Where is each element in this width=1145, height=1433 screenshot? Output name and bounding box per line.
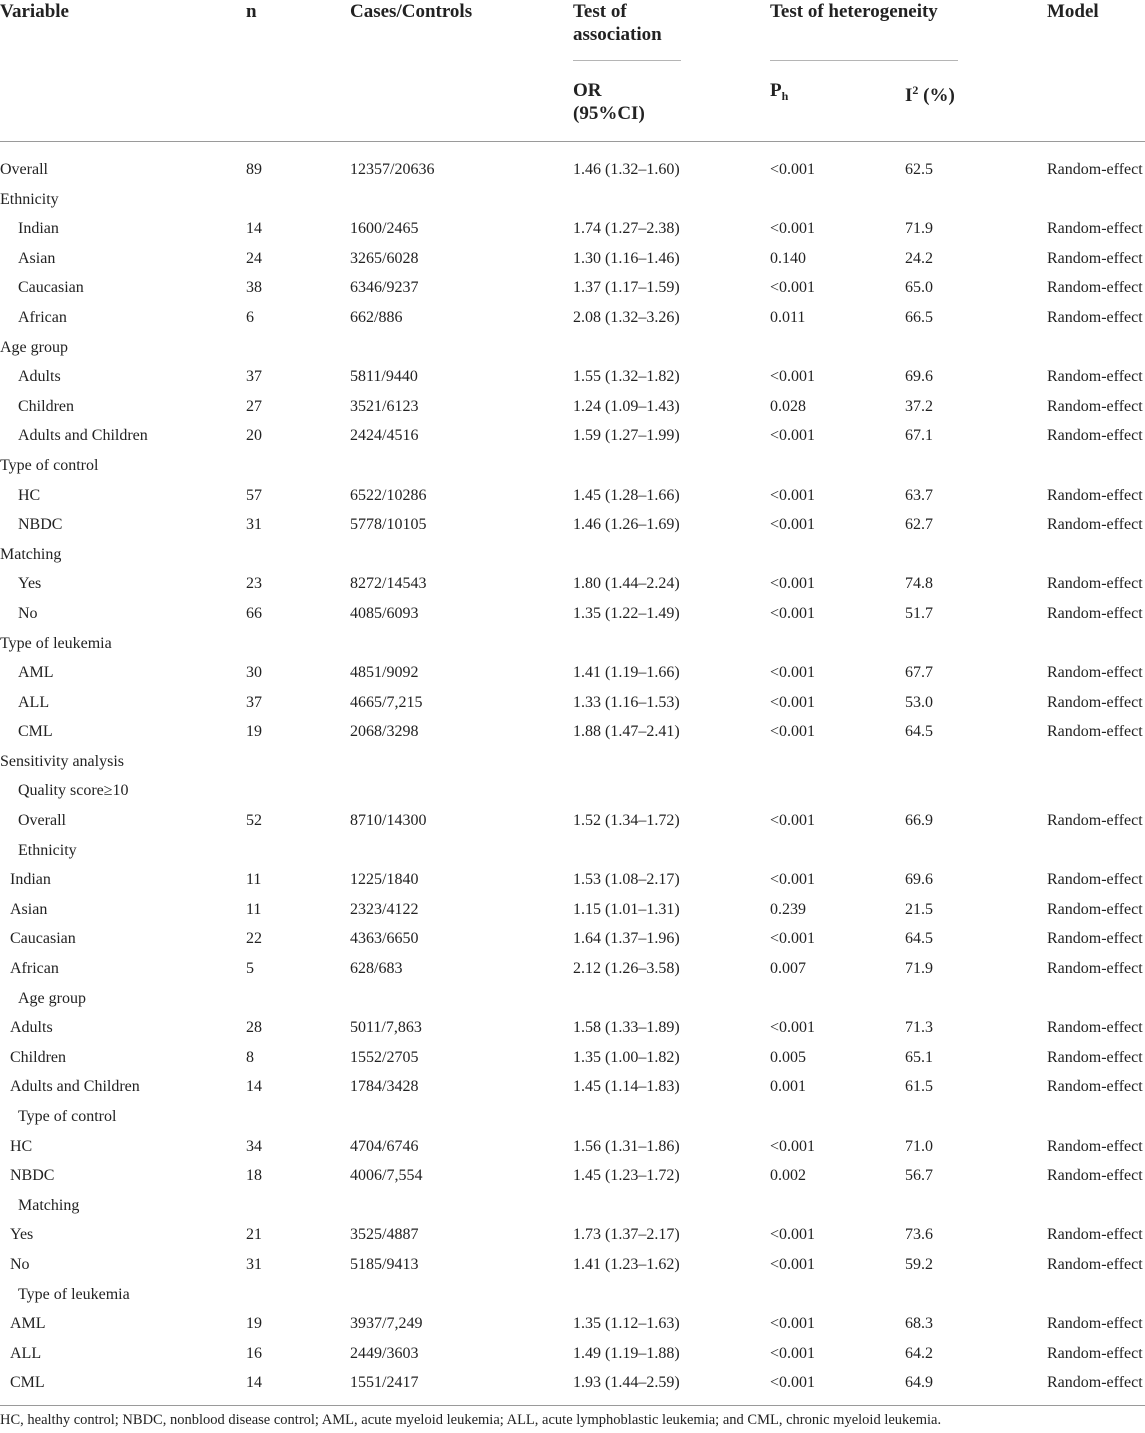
cell-variable: Children: [10, 1048, 66, 1066]
cell-cases-controls: 6522/10286: [350, 486, 427, 504]
table-body: [0, 155, 1145, 1398]
cell-or-95ci: 1.58 (1.33–1.89): [573, 1019, 680, 1037]
cell-i2: 74.8: [905, 575, 933, 593]
table-row: [0, 865, 1145, 895]
cell-or-95ci: 1.45 (1.23–1.72): [573, 1167, 680, 1185]
cell-n: 89: [246, 161, 262, 178]
cell-variable: Asian: [10, 900, 48, 918]
cell-ph: <0.001: [770, 1344, 816, 1362]
cell-n: 21: [246, 1226, 262, 1244]
cell-n: 38: [246, 279, 262, 297]
table-row: [0, 776, 1145, 806]
cell-cases-controls: 5011/7,863: [350, 1019, 422, 1037]
cell-i2: 67.7: [905, 664, 933, 682]
table-row: [0, 273, 1145, 303]
cell-cases-controls: 3265/6028: [350, 249, 419, 267]
cell-model: Random-effect: [1047, 900, 1143, 918]
cell-cases-controls: 8272/14543: [350, 575, 427, 593]
cell-model: Random-effect: [1047, 368, 1143, 386]
cell-i2: 66.5: [905, 308, 933, 326]
table-row: [0, 1043, 1145, 1073]
table-row: [0, 1309, 1145, 1339]
header-i2-sup: 2: [912, 83, 919, 97]
cell-model: Random-effect: [1047, 575, 1143, 593]
table-row: [0, 688, 1145, 718]
cell-or-95ci: 1.46 (1.32–1.60): [573, 161, 680, 178]
cell-cases-controls: 1784/3428: [350, 1078, 419, 1096]
cell-i2: 66.9: [905, 812, 933, 830]
header-bottom-rule: [0, 141, 1145, 142]
cell-n: 5: [246, 960, 254, 978]
cell-or-95ci: 1.52 (1.34–1.72): [573, 812, 680, 830]
cell-cases-controls: 3521/6123: [350, 397, 419, 415]
table-row: [0, 1220, 1145, 1250]
table-row: [0, 155, 1145, 185]
cell-variable: CML: [10, 1374, 45, 1392]
cell-n: 20: [246, 427, 262, 445]
cell-variable: Adults: [18, 368, 61, 386]
table-row: [0, 451, 1145, 481]
cell-variable: No: [10, 1255, 30, 1273]
cell-model: Random-effect: [1047, 604, 1143, 622]
cell-variable: Yes: [10, 1226, 34, 1244]
cell-n: 31: [246, 516, 262, 534]
cell-n: 30: [246, 664, 262, 682]
table-row: [0, 924, 1145, 954]
cell-cases-controls: 8710/14300: [350, 812, 427, 830]
cell-cases-controls: 5185/9413: [350, 1255, 419, 1273]
cell-or-95ci: 1.74 (1.27–2.38): [573, 220, 680, 238]
cell-i2: 69.6: [905, 368, 933, 386]
cell-model: Random-effect: [1047, 249, 1143, 267]
cell-model: Random-effect: [1047, 1315, 1143, 1333]
cell-n: 22: [246, 930, 262, 948]
cell-model: Random-effect: [1047, 397, 1143, 415]
cell-n: 24: [246, 249, 262, 267]
cell-model: Random-effect: [1047, 723, 1143, 741]
table-row: [0, 362, 1145, 392]
cell-model: Random-effect: [1047, 1226, 1143, 1244]
cell-variable: HC: [18, 486, 41, 504]
cell-cases-controls: 1225/1840: [350, 871, 419, 889]
cell-variable: ALL: [18, 693, 50, 711]
cell-ph: <0.001: [770, 930, 816, 948]
cell-cases-controls: 1551/2417: [350, 1374, 419, 1392]
cell-i2: 71.9: [905, 960, 933, 978]
cell-cases-controls: 4851/9092: [350, 664, 419, 682]
cell-variable: NBDC: [10, 1167, 55, 1185]
cell-or-95ci: 1.45 (1.28–1.66): [573, 486, 680, 504]
table-row: [0, 569, 1145, 599]
cell-i2: 51.7: [905, 604, 933, 622]
cell-i2: 24.2: [905, 249, 933, 267]
cell-i2: 21.5: [905, 900, 933, 918]
cell-model: Random-effect: [1047, 308, 1143, 326]
cell-variable: Type of leukemia: [18, 1285, 130, 1303]
cell-n: 34: [246, 1137, 262, 1155]
cell-n: 8: [246, 1048, 254, 1066]
cell-n: 18: [246, 1167, 262, 1185]
cell-variable: NBDC: [18, 516, 63, 534]
cell-ph: <0.001: [770, 693, 816, 711]
cell-variable: Matching: [0, 545, 62, 563]
cell-model: Random-effect: [1047, 1019, 1143, 1037]
cell-ph: <0.001: [770, 812, 816, 830]
cell-variable: Matching: [18, 1196, 80, 1214]
header-variable: Variable: [0, 1, 69, 22]
cell-cases-controls: 5778/10105: [350, 516, 427, 534]
cell-variable: AML: [10, 1315, 46, 1333]
cell-variable: Type of control: [18, 1108, 117, 1125]
cell-i2: 73.6: [905, 1226, 933, 1244]
cell-n: 11: [246, 871, 262, 889]
cell-ph: 0.028: [770, 397, 806, 415]
table-row: [0, 1072, 1145, 1102]
table-row: [0, 185, 1145, 215]
table-bottom-rule: [0, 1405, 1145, 1406]
table-row: [0, 747, 1145, 777]
table-row: [0, 1368, 1145, 1398]
table-row: [0, 1132, 1145, 1162]
header-ph: [770, 79, 788, 108]
cell-ph: 0.239: [770, 900, 806, 918]
cell-cases-controls: 662/886: [350, 308, 403, 326]
cell-cases-controls: 628/683: [350, 960, 403, 978]
cell-variable: Adults and Children: [18, 427, 148, 445]
cell-variable: Caucasian: [10, 930, 76, 948]
cell-variable: Quality score≥10: [18, 782, 129, 800]
cell-i2: 64.5: [905, 723, 933, 741]
cell-ph: <0.001: [770, 1255, 816, 1273]
table-row: [0, 481, 1145, 511]
cell-n: 23: [246, 575, 262, 593]
table-row: [0, 1250, 1145, 1280]
cell-model: Random-effect: [1047, 220, 1143, 238]
cell-model: Random-effect: [1047, 1048, 1143, 1066]
cell-variable: Age group: [18, 989, 86, 1007]
cell-i2: 56.7: [905, 1167, 933, 1185]
table-row: [0, 510, 1145, 540]
cell-or-95ci: 1.35 (1.22–1.49): [573, 604, 680, 622]
cell-i2: 71.0: [905, 1137, 933, 1155]
cell-or-95ci: 1.35 (1.12–1.63): [573, 1315, 680, 1333]
table-row: [0, 599, 1145, 629]
header-i2: [905, 79, 955, 107]
cell-variable: AML: [18, 664, 54, 682]
cell-ph: <0.001: [770, 1374, 816, 1392]
table-row: [0, 836, 1145, 866]
cell-variable: Caucasian: [18, 279, 84, 297]
cell-variable: No: [18, 604, 38, 622]
cell-cases-controls: 3525/4887: [350, 1226, 419, 1244]
cell-cases-controls: 2449/3603: [350, 1344, 419, 1362]
cell-ph: <0.001: [770, 161, 816, 178]
cell-n: 27: [246, 397, 262, 415]
cell-or-95ci: 1.56 (1.31–1.86): [573, 1137, 680, 1155]
cell-cases-controls: 6346/9237: [350, 279, 419, 297]
cell-n: 28: [246, 1019, 262, 1037]
cell-or-95ci: 1.93 (1.44–2.59): [573, 1374, 680, 1392]
header-ph-sub: h: [781, 89, 789, 103]
cell-or-95ci: 1.35 (1.00–1.82): [573, 1048, 680, 1066]
cell-variable: Yes: [18, 575, 42, 593]
cell-ph: <0.001: [770, 1137, 816, 1155]
cell-variable: Adults and Children: [10, 1078, 140, 1096]
cell-i2: 65.0: [905, 279, 933, 297]
cell-variable: HC: [10, 1137, 33, 1155]
cell-variable: Children: [18, 397, 74, 415]
cell-variable: African: [10, 960, 59, 978]
cell-i2: 69.6: [905, 871, 933, 889]
cell-model: Random-effect: [1047, 516, 1143, 534]
cell-or-95ci: 1.59 (1.27–1.99): [573, 427, 680, 445]
header-assoc-line2: association: [573, 24, 662, 45]
cell-variable: Type of leukemia: [0, 634, 112, 652]
cell-model: Random-effect: [1047, 279, 1143, 297]
cell-variable: Age group: [0, 338, 68, 356]
cell-cases-controls: 4704/6746: [350, 1137, 419, 1155]
cell-or-95ci: 1.30 (1.16–1.46): [573, 249, 680, 267]
cell-model: Random-effect: [1047, 1255, 1143, 1273]
cell-i2: 64.9: [905, 1374, 933, 1392]
cell-or-95ci: 1.46 (1.26–1.69): [573, 516, 680, 534]
cell-ph: <0.001: [770, 664, 816, 682]
header-subrule-heterogeneity: [770, 60, 958, 61]
cell-model: Random-effect: [1047, 1078, 1143, 1096]
header-subrule-association: [573, 60, 681, 61]
cell-n: 19: [246, 723, 262, 741]
cell-ph: <0.001: [770, 220, 816, 238]
cell-model: Random-effect: [1047, 1137, 1143, 1155]
header-cases-controls: Cases/Controls: [350, 1, 473, 22]
header-or-95ci: [573, 79, 645, 125]
cell-ph: <0.001: [770, 575, 816, 593]
table-row: [0, 954, 1145, 984]
header-test-of-heterogeneity: Test of heterogeneity: [770, 1, 938, 22]
header-assoc-line1: Test of: [573, 1, 627, 22]
cell-or-95ci: 1.73 (1.37–2.17): [573, 1226, 680, 1244]
cell-n: 57: [246, 486, 262, 504]
table-footnote: HC, healthy control; NBDC, nonblood disease control; AML, acute myeloid leukemia; ALL, acute lymphoblastic leukemia; and CML, chronic myeloid leukemia.: [0, 1412, 942, 1428]
cell-n: 6: [246, 308, 254, 326]
cell-cases-controls: 3937/7,249: [350, 1315, 423, 1333]
header-or-line2: (95%CI): [573, 103, 645, 124]
header-n: n: [246, 1, 257, 22]
cell-variable: Overall: [18, 812, 66, 830]
table-row: [0, 629, 1145, 659]
cell-ph: <0.001: [770, 1315, 816, 1333]
cell-variable: Overall: [0, 161, 48, 178]
cell-variable: Indian: [10, 871, 51, 889]
table-row: [0, 1102, 1145, 1132]
cell-or-95ci: 1.41 (1.19–1.66): [573, 664, 680, 682]
table-row: [0, 1191, 1145, 1221]
cell-i2: 71.3: [905, 1019, 933, 1037]
cell-n: 37: [246, 368, 262, 386]
cell-variable: ALL: [10, 1344, 42, 1362]
table-row: [0, 214, 1145, 244]
cell-ph: 0.002: [770, 1167, 806, 1185]
cell-i2: 59.2: [905, 1255, 933, 1273]
header-i2-main: I: [905, 85, 913, 106]
table-row: [0, 895, 1145, 925]
table-row: [0, 806, 1145, 836]
cell-i2: 64.5: [905, 930, 933, 948]
header-model: Model: [1047, 1, 1099, 22]
cell-model: Random-effect: [1047, 871, 1143, 889]
cell-cases-controls: 4085/6093: [350, 604, 419, 622]
cell-i2: 65.1: [905, 1048, 933, 1066]
cell-i2: 61.5: [905, 1078, 933, 1096]
table-row: [0, 333, 1145, 363]
cell-or-95ci: 1.33 (1.16–1.53): [573, 693, 680, 711]
cell-or-95ci: 2.08 (1.32–3.26): [573, 308, 680, 326]
cell-or-95ci: 1.53 (1.08–2.17): [573, 871, 680, 889]
cell-cases-controls: 12357/20636: [350, 161, 435, 178]
cell-model: Random-effect: [1047, 693, 1143, 711]
cell-cases-controls: 5811/9440: [350, 368, 418, 386]
cell-cases-controls: 4363/6650: [350, 930, 419, 948]
cell-ph: <0.001: [770, 279, 816, 297]
cell-variable: Indian: [18, 220, 59, 238]
cell-ph: <0.001: [770, 1019, 816, 1037]
table-row: [0, 392, 1145, 422]
table-row: [0, 421, 1145, 451]
table-row: [0, 1339, 1145, 1369]
cell-or-95ci: 1.80 (1.44–2.24): [573, 575, 680, 593]
cell-i2: 62.5: [905, 161, 933, 178]
cell-variable: Ethnicity: [0, 190, 59, 208]
cell-variable: Ethnicity: [18, 841, 77, 859]
cell-variable: African: [18, 308, 67, 326]
cell-model: Random-effect: [1047, 930, 1143, 948]
cell-n: 66: [246, 604, 262, 622]
table-row: [0, 303, 1145, 333]
table-row: [0, 1013, 1145, 1043]
cell-or-95ci: 1.41 (1.23–1.62): [573, 1255, 680, 1273]
cell-ph: <0.001: [770, 486, 816, 504]
cell-ph: <0.001: [770, 604, 816, 622]
table-row: [0, 244, 1145, 274]
table-row: [0, 658, 1145, 688]
cell-model: Random-effect: [1047, 427, 1143, 445]
cell-n: 31: [246, 1255, 262, 1273]
cell-cases-controls: 1600/2465: [350, 220, 419, 238]
header-or-line1: OR: [573, 80, 602, 101]
cell-model: Random-effect: [1047, 1374, 1143, 1392]
header-test-of-association: [573, 0, 662, 46]
cell-variable: Sensitivity analysis: [0, 752, 124, 770]
cell-variable: Type of control: [0, 456, 99, 474]
table-row: [0, 540, 1145, 570]
cell-or-95ci: 1.45 (1.14–1.83): [573, 1078, 680, 1096]
cell-ph: 0.001: [770, 1078, 806, 1096]
cell-variable: CML: [18, 723, 53, 741]
cell-cases-controls: 2068/3298: [350, 723, 419, 741]
cell-variable: Asian: [18, 249, 56, 267]
cell-i2: 63.7: [905, 486, 933, 504]
cell-n: 14: [246, 220, 262, 238]
cell-n: 19: [246, 1315, 262, 1333]
cell-n: 37: [246, 693, 262, 711]
cell-or-95ci: 1.15 (1.01–1.31): [573, 900, 680, 918]
cell-model: Random-effect: [1047, 812, 1143, 830]
cell-cases-controls: 2323/4122: [350, 900, 419, 918]
cell-cases-controls: 1552/2705: [350, 1048, 419, 1066]
cell-model: Random-effect: [1047, 161, 1143, 178]
table-row: [0, 1280, 1145, 1310]
cell-ph: <0.001: [770, 516, 816, 534]
cell-ph: <0.001: [770, 871, 816, 889]
cell-cases-controls: 4665/7,215: [350, 693, 423, 711]
cell-model: Random-effect: [1047, 486, 1143, 504]
cell-i2: 53.0: [905, 693, 933, 711]
cell-or-95ci: 1.55 (1.32–1.82): [573, 368, 680, 386]
cell-or-95ci: 1.88 (1.47–2.41): [573, 723, 680, 741]
cell-n: 14: [246, 1374, 262, 1392]
cell-or-95ci: 2.12 (1.26–3.58): [573, 960, 680, 978]
cell-model: Random-effect: [1047, 960, 1143, 978]
cell-i2: 64.2: [905, 1344, 933, 1362]
header-ph-main: P: [770, 80, 782, 101]
cell-n: 14: [246, 1078, 262, 1096]
cell-ph: <0.001: [770, 427, 816, 445]
cell-ph: <0.001: [770, 368, 816, 386]
cell-or-95ci: 1.24 (1.09–1.43): [573, 397, 680, 415]
cell-i2: 71.9: [905, 220, 933, 238]
table-row: [0, 717, 1145, 747]
table-row: [0, 1161, 1145, 1191]
cell-variable: Adults: [10, 1019, 53, 1037]
cell-n: 11: [246, 900, 262, 918]
cell-cases-controls: 2424/4516: [350, 427, 419, 445]
cell-n: 52: [246, 812, 262, 830]
cell-i2: 62.7: [905, 516, 933, 534]
cell-or-95ci: 1.37 (1.17–1.59): [573, 279, 680, 297]
cell-ph: 0.007: [770, 960, 806, 978]
cell-or-95ci: 1.64 (1.37–1.96): [573, 930, 680, 948]
cell-ph: <0.001: [770, 723, 816, 741]
cell-model: Random-effect: [1047, 664, 1143, 682]
cell-ph: 0.005: [770, 1048, 806, 1066]
cell-ph: <0.001: [770, 1226, 816, 1244]
cell-n: 16: [246, 1344, 262, 1362]
cell-i2: 67.1: [905, 427, 933, 445]
cell-or-95ci: 1.49 (1.19–1.88): [573, 1344, 680, 1362]
cell-i2: 37.2: [905, 397, 933, 415]
cell-model: Random-effect: [1047, 1344, 1143, 1362]
table-row: [0, 984, 1145, 1014]
cell-cases-controls: 4006/7,554: [350, 1167, 423, 1185]
header-i2-unit: (%): [918, 85, 955, 106]
cell-model: Random-effect: [1047, 1167, 1143, 1185]
cell-ph: 0.011: [770, 308, 806, 326]
cell-ph: 0.140: [770, 249, 806, 267]
cell-i2: 68.3: [905, 1315, 933, 1333]
